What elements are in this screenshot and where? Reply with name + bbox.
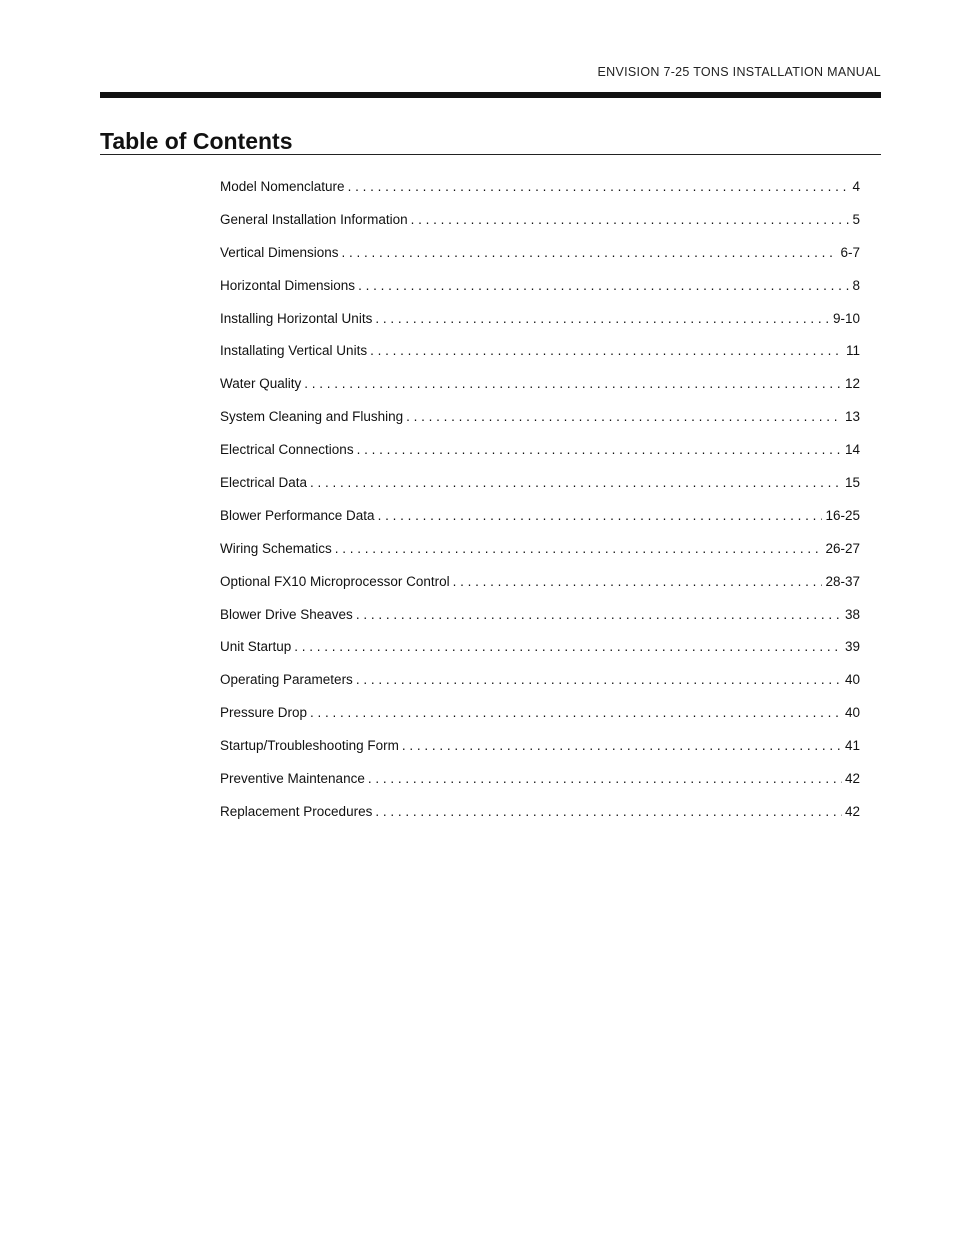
toc-dot-leader (370, 341, 843, 361)
toc-dot-leader (294, 637, 842, 657)
toc-entry-horizontal-dimensions[interactable] (220, 276, 860, 309)
toc-entry-electrical-data[interactable] (220, 473, 860, 506)
toc-entry-label: Installing Horizontal Units (220, 310, 373, 326)
toc-entry-label: Optional FX10 Microprocessor Control (220, 573, 450, 589)
toc-entry-page: 16-25 (825, 507, 860, 523)
toc-entry-operating-parameters[interactable] (220, 670, 860, 703)
toc-entry-page: 4 (852, 179, 860, 194)
toc-entry-page: 9-10 (832, 310, 860, 326)
toc-entry-label: Model Nomenclature (220, 179, 345, 194)
toc-entry-page: 42 (844, 771, 860, 787)
toc-entry-label: Water Quality (220, 376, 302, 392)
toc-dot-leader (356, 670, 842, 690)
toc-entry-page: 11 (845, 343, 860, 359)
toc-entry-water-quality[interactable] (220, 374, 860, 407)
toc-entry-vertical-dimensions[interactable] (220, 243, 860, 276)
toc-entry-optional-fx10-microprocessor-control[interactable] (220, 572, 860, 605)
toc-dot-leader (342, 243, 838, 263)
toc-entry-blower-performance-data[interactable] (220, 506, 860, 539)
toc-entry-wiring-schematics[interactable] (220, 539, 860, 572)
toc-entry-preventive-maintenance[interactable] (220, 769, 860, 802)
toc-dot-leader (348, 177, 850, 197)
toc-dot-leader (402, 736, 842, 756)
toc-entry-label: Electrical Data (220, 475, 308, 491)
toc-entry-general-installation-information[interactable] (220, 210, 860, 243)
toc-entry-page: 12 (844, 376, 860, 392)
toc-dot-leader (411, 210, 850, 230)
toc-list (220, 177, 860, 835)
toc-entry-label: Unit Startup (220, 639, 292, 655)
toc-dot-leader (453, 572, 823, 592)
toc-dot-leader (304, 374, 842, 394)
toc-entry-page: 8 (852, 277, 860, 293)
toc-entry-page: 26-27 (825, 540, 860, 556)
toc-entry-page: 38 (844, 606, 860, 622)
toc-dot-leader (375, 309, 830, 329)
toc-entry-label: Blower Performance Data (220, 507, 375, 523)
running-header: ENVISION 7-25 TONS INSTALLATION MANUAL (597, 65, 881, 79)
toc-entry-page: 5 (852, 211, 860, 227)
toc-entry-label: Preventive Maintenance (220, 771, 365, 787)
toc-entry-page: 6-7 (840, 244, 860, 260)
toc-entry-replacement-procedures[interactable] (220, 802, 860, 835)
toc-entry-label: Horizontal Dimensions (220, 277, 356, 293)
toc-entry-page: 13 (844, 409, 860, 425)
toc-entry-label: Startup/Troubleshooting Form (220, 738, 399, 754)
toc-entry-electrical-connections[interactable] (220, 440, 860, 473)
toc-entry-installing-horizontal-units[interactable] (220, 309, 860, 342)
toc-dot-leader (310, 703, 842, 723)
toc-entry-blower-drive-sheaves[interactable] (220, 605, 860, 638)
toc-entry-label: System Cleaning and Flushing (220, 409, 404, 425)
toc-entry-page: 41 (844, 738, 860, 754)
toc-entry-label: General Installation Information (220, 211, 408, 227)
page-title: Table of Contents (100, 128, 293, 154)
toc-entry-label: Installating Vertical Units (220, 343, 368, 359)
title-rule (100, 154, 881, 155)
toc-entry-page: 15 (844, 475, 860, 491)
toc-dot-leader (357, 440, 842, 460)
toc-entry-page: 28-37 (825, 573, 860, 589)
toc-entry-page: 14 (844, 442, 860, 458)
toc-dot-leader (406, 407, 842, 427)
toc-entry-label: Electrical Connections (220, 442, 354, 458)
toc-dot-leader (356, 605, 842, 625)
toc-entry-pressure-drop[interactable] (220, 703, 860, 736)
toc-entry-label: Operating Parameters (220, 672, 353, 688)
toc-dot-leader (368, 769, 842, 789)
toc-entry-label: Wiring Schematics (220, 540, 332, 556)
toc-entry-startup-troubleshooting-form[interactable] (220, 736, 860, 769)
toc-entry-page: 39 (844, 639, 860, 655)
toc-entry-label: Pressure Drop (220, 705, 308, 721)
toc-entry-page: 40 (844, 672, 860, 688)
toc-entry-label: Replacement Procedures (220, 803, 373, 819)
toc-dot-leader (310, 473, 842, 493)
toc-dot-leader (375, 802, 842, 822)
toc-entry-model-nomenclature[interactable] (220, 177, 860, 210)
toc-entry-page: 42 (844, 803, 860, 819)
toc-entry-label: Blower Drive Sheaves (220, 606, 353, 622)
toc-entry-installating-vertical-units[interactable] (220, 341, 860, 374)
toc-dot-leader (378, 506, 823, 526)
toc-dot-leader (335, 539, 823, 559)
toc-dot-leader (358, 276, 849, 296)
toc-entry-page: 40 (844, 705, 860, 721)
toc-entry-label: Vertical Dimensions (220, 244, 339, 260)
toc-entry-system-cleaning-and-flushing[interactable] (220, 407, 860, 440)
header-rule (100, 92, 881, 98)
toc-entry-unit-startup[interactable] (220, 637, 860, 670)
